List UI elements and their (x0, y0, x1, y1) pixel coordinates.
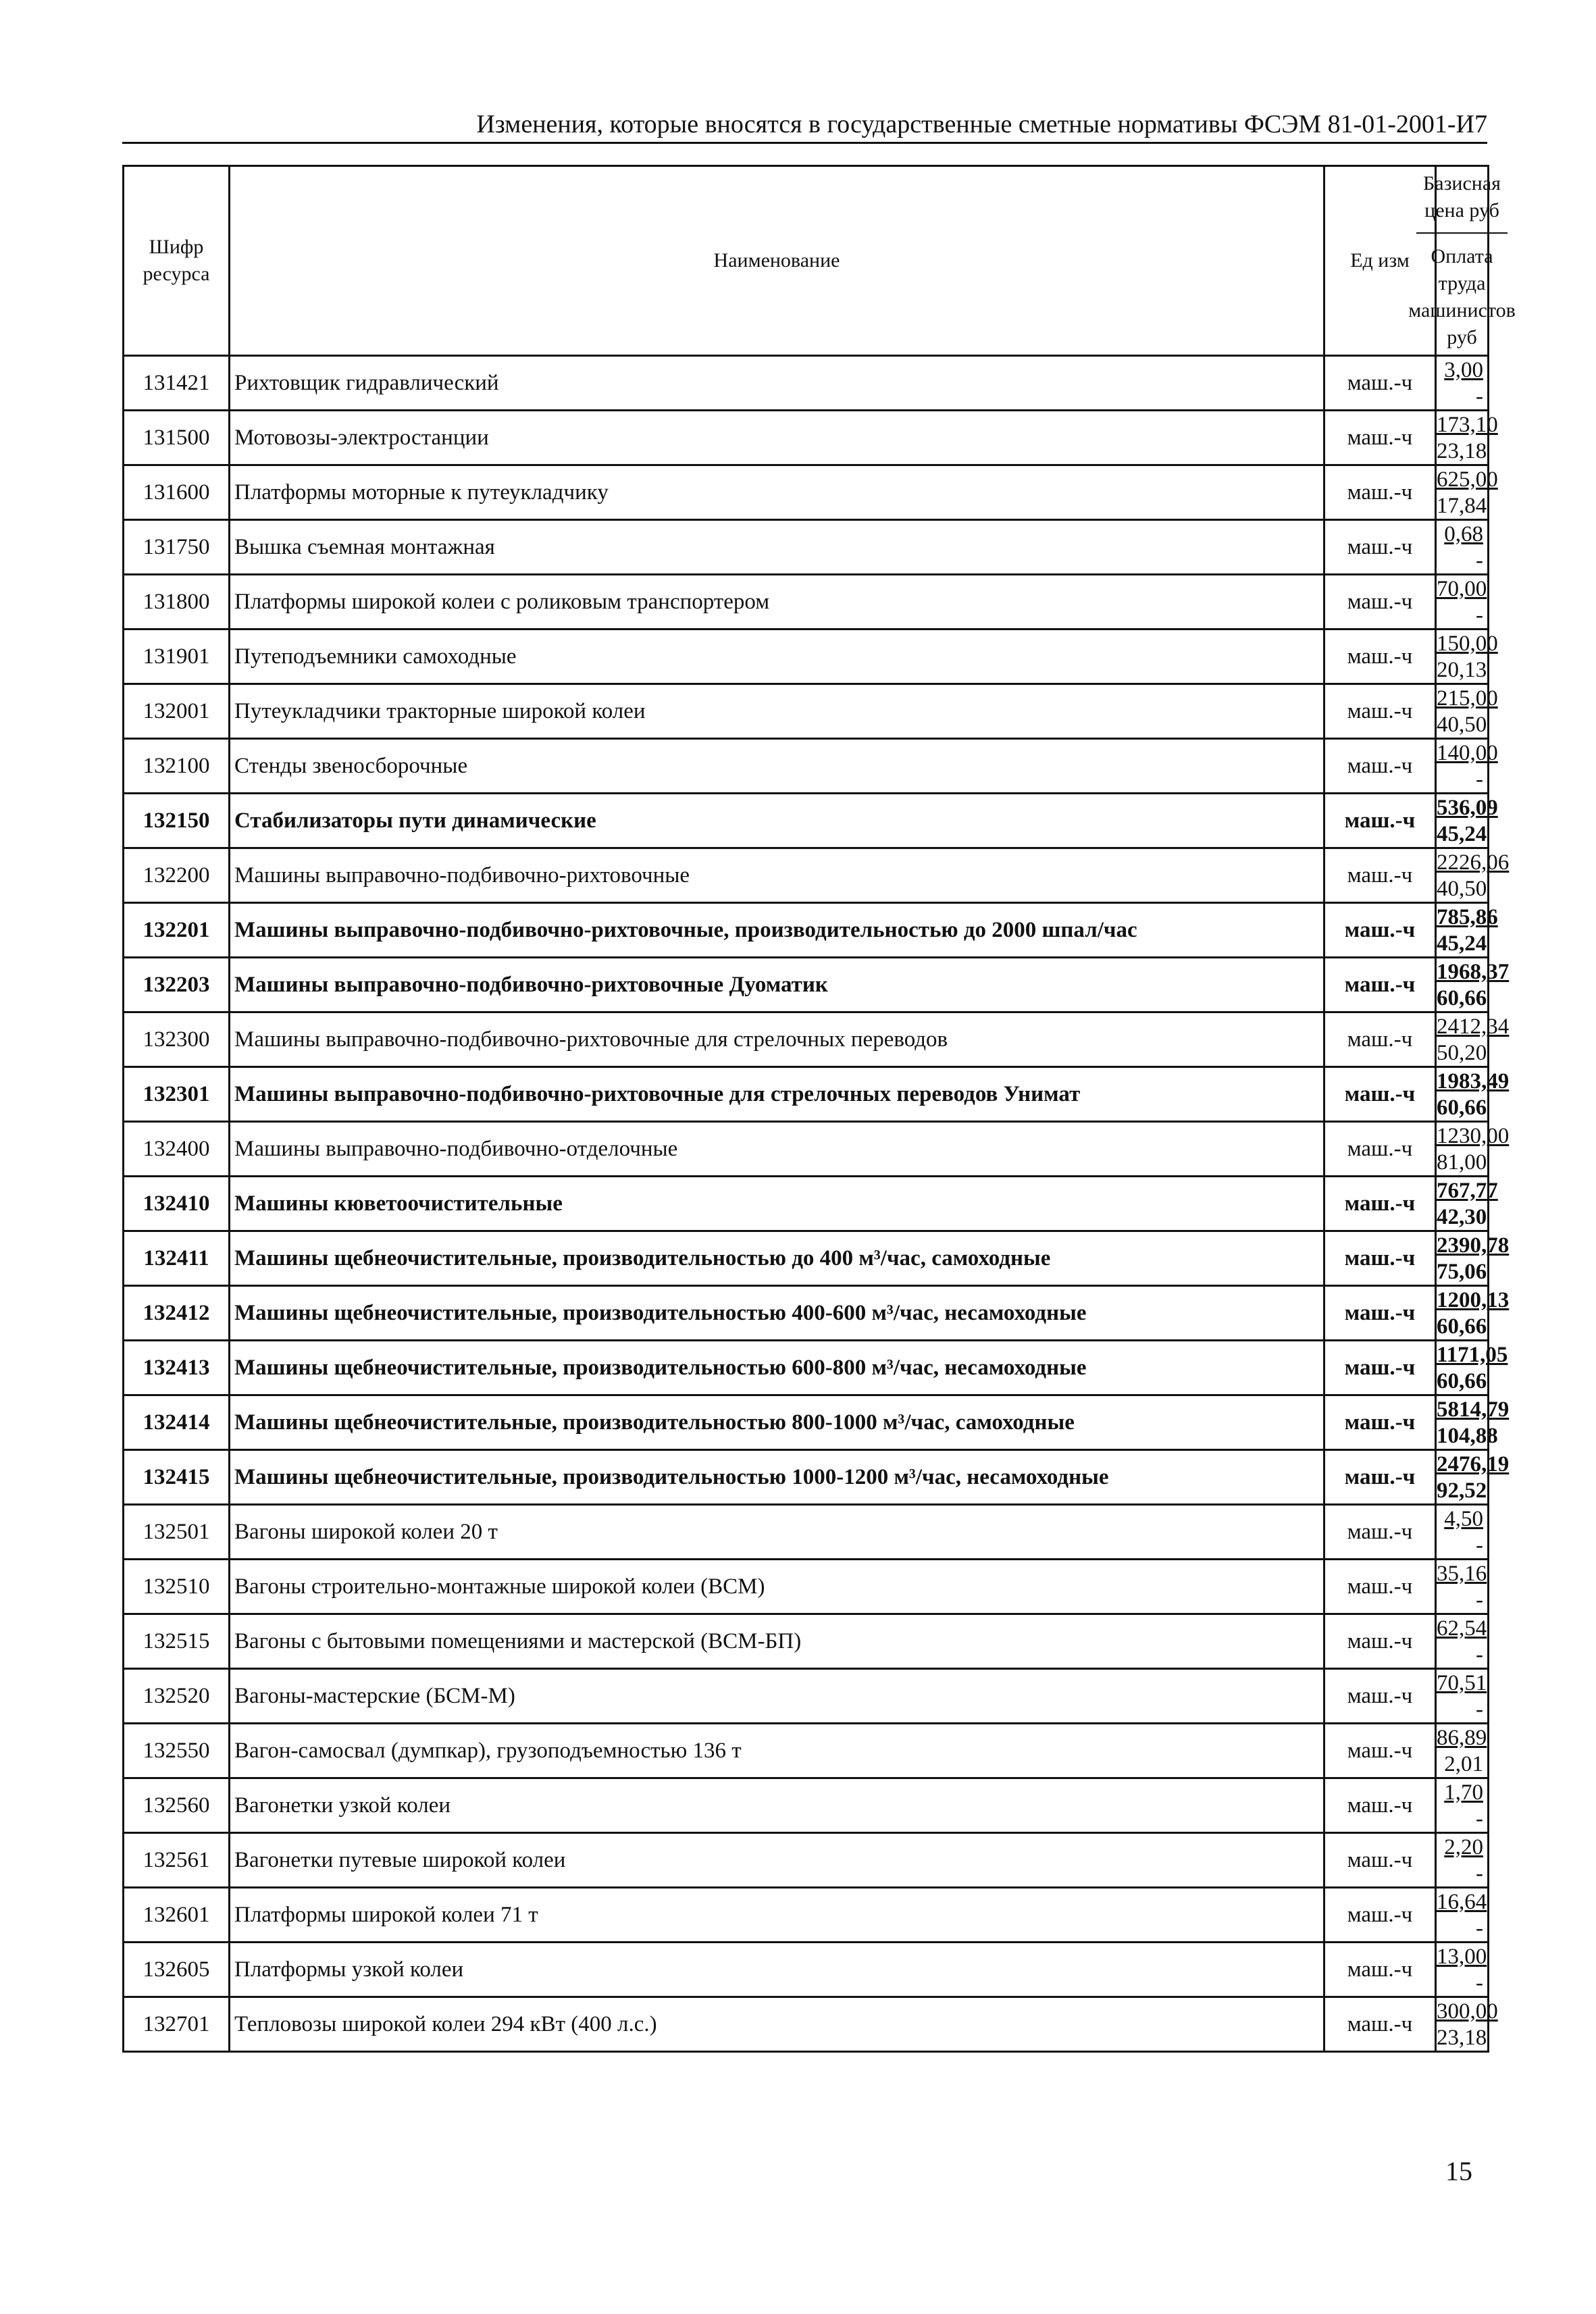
operator-wage: - (1476, 548, 1483, 573)
base-price: 1200,13 (1437, 1288, 1510, 1312)
unit-of-measure: маш.-ч (1324, 1997, 1436, 2052)
base-price: 785,86 (1437, 905, 1498, 929)
base-price: 536,09 (1437, 796, 1498, 820)
table-row (124, 520, 1489, 575)
base-price: 1983,49 (1437, 1069, 1510, 1094)
base-price: 86,89 (1437, 1726, 1487, 1750)
price-cell (1436, 1724, 1489, 1778)
resource-name: Машины щебнеочистительные, производительностью 400-600 м³/час, несамоходные (230, 1286, 1324, 1341)
base-price: 2,20 (1444, 1835, 1483, 1859)
base-price: 13,00 (1437, 1945, 1487, 1969)
price-cell (1436, 1888, 1489, 1943)
unit-of-measure: маш.-ч (1324, 1778, 1436, 1833)
resource-name: Машины щебнеочистительные, производительностью 1000-1200 м³/час, несамоходные (230, 1450, 1324, 1505)
table-row (124, 684, 1489, 739)
resource-code: 132605 (124, 1943, 230, 1997)
table-row (124, 794, 1489, 848)
table-row (124, 903, 1489, 958)
operator-wage: 50,20 (1437, 1041, 1487, 1065)
resource-name: Платформы узкой колеи (230, 1943, 1324, 1997)
resource-code: 132410 (124, 1177, 230, 1231)
base-price: 2390,78 (1437, 1233, 1510, 1258)
unit-of-measure: маш.-ч (1324, 465, 1436, 520)
table-row (124, 1997, 1489, 2052)
table-row (124, 356, 1489, 411)
price-cell (1436, 1560, 1489, 1614)
operator-wage: 23,18 (1437, 439, 1487, 463)
operator-wage: 42,30 (1437, 1205, 1487, 1229)
operator-wage: - (1476, 1916, 1483, 1940)
price-cell (1436, 739, 1498, 794)
price-cell (1436, 1997, 1498, 2052)
unit-of-measure: маш.-ч (1324, 848, 1436, 903)
price-cell (1436, 465, 1498, 520)
resource-name: Машины выправочно-подбивочно-рихтовочные, производительностью до 2000 шпал/час (230, 903, 1324, 958)
unit-of-measure: маш.-ч (1324, 794, 1436, 848)
unit-of-measure: маш.-ч (1324, 1833, 1436, 1888)
resource-code: 132001 (124, 684, 230, 739)
resource-name: Машины выправочно-подбивочно-отделочные (230, 1122, 1324, 1177)
base-price: 1968,37 (1437, 960, 1510, 984)
base-price: 2226,06 (1437, 850, 1510, 875)
table-row (124, 1231, 1489, 1286)
operator-wage: - (1476, 1697, 1483, 1722)
resource-code: 132200 (124, 848, 230, 903)
operator-wage: 45,24 (1437, 931, 1487, 956)
resource-code: 132520 (124, 1669, 230, 1724)
price-cell (1436, 1943, 1489, 1997)
price-cell (1436, 356, 1489, 411)
table-row (124, 411, 1489, 465)
resource-code: 132550 (124, 1724, 230, 1778)
price-cell (1436, 1614, 1489, 1669)
resource-code: 132411 (124, 1231, 230, 1286)
column-header-code: Шифр ресурса (124, 166, 230, 356)
column-header-operator-wage: Оплата труда машинистов руб (1408, 245, 1516, 349)
table-header (124, 166, 1516, 356)
resource-code: 131500 (124, 411, 230, 465)
resource-name: Вагоны строительно-монтажные широкой колеи (ВСМ) (230, 1560, 1324, 1614)
table-row (124, 465, 1489, 520)
base-price: 62,54 (1437, 1616, 1487, 1641)
unit-of-measure: маш.-ч (1324, 1122, 1436, 1177)
table-row (124, 629, 1489, 684)
table-row (124, 1122, 1489, 1177)
resource-name: Вагон-самосвал (думпкар), грузоподъемностью 136 т (230, 1724, 1324, 1778)
base-price: 3,00 (1444, 358, 1483, 382)
unit-of-measure: маш.-ч (1324, 1669, 1436, 1724)
page-number: 15 (1445, 2156, 1472, 2186)
operator-wage: 2,01 (1444, 1752, 1483, 1776)
table-row (124, 1395, 1489, 1450)
table-body (124, 356, 1510, 2052)
base-price: 1230,00 (1437, 1124, 1510, 1148)
base-price: 140,00 (1437, 741, 1498, 765)
column-header-name: Наименование (230, 166, 1324, 356)
price-cell (1436, 520, 1489, 575)
operator-wage: 40,50 (1437, 877, 1487, 901)
operator-wage: - (1476, 1643, 1483, 1667)
operator-wage: 20,13 (1437, 658, 1487, 682)
resource-code: 131750 (124, 520, 230, 575)
table-row (124, 1943, 1489, 1997)
base-price: 70,00 (1437, 577, 1487, 601)
price-cell (1436, 1395, 1510, 1450)
unit-of-measure: маш.-ч (1324, 1012, 1436, 1067)
table-row (124, 1614, 1489, 1669)
unit-of-measure: маш.-ч (1324, 958, 1436, 1012)
resource-name: Машины щебнеочистительные, производительностью до 400 м³/час, самоходные (230, 1231, 1324, 1286)
price-cell (1436, 848, 1510, 903)
resource-name: Машины выправочно-подбивочно-рихтовочные Дуоматик (230, 958, 1324, 1012)
table-row (124, 575, 1489, 629)
unit-of-measure: маш.-ч (1324, 1450, 1436, 1505)
price-cell (1436, 794, 1498, 848)
operator-wage: - (1476, 1588, 1483, 1612)
operator-wage: 75,06 (1437, 1260, 1487, 1284)
operator-wage: 81,00 (1437, 1150, 1487, 1175)
resource-code: 132150 (124, 794, 230, 848)
unit-of-measure: маш.-ч (1324, 1067, 1436, 1122)
resource-code: 132601 (124, 1888, 230, 1943)
resource-code: 132100 (124, 739, 230, 794)
table-row (124, 848, 1489, 903)
unit-of-measure: маш.-ч (1324, 1395, 1436, 1450)
column-header-price (1408, 166, 1516, 356)
price-cell (1436, 1122, 1510, 1177)
resource-code: 132501 (124, 1505, 230, 1560)
resource-code: 132413 (124, 1341, 230, 1395)
base-price: 5814,79 (1437, 1397, 1510, 1422)
unit-of-measure: маш.-ч (1324, 1177, 1436, 1231)
table-row (124, 1669, 1489, 1724)
resource-code: 132510 (124, 1560, 230, 1614)
operator-wage: - (1476, 767, 1483, 792)
resource-code: 132561 (124, 1833, 230, 1888)
table-row (124, 1286, 1489, 1341)
base-price: 215,00 (1437, 686, 1498, 711)
table-row (124, 1724, 1489, 1778)
base-price: 2476,19 (1437, 1452, 1510, 1476)
resource-code: 132701 (124, 1997, 230, 2052)
unit-of-measure: маш.-ч (1324, 629, 1436, 684)
header-title: Изменения, которые вносятся в государственные сметные нормативы ФСЭМ 81-01-2001-И7 (476, 110, 1487, 138)
table-row (124, 1833, 1489, 1888)
price-cell (1436, 1833, 1489, 1888)
table-row (124, 1778, 1489, 1833)
base-price: 173,10 (1437, 413, 1498, 437)
unit-of-measure: маш.-ч (1324, 520, 1436, 575)
resource-name: Стабилизаторы пути динамические (230, 794, 1324, 848)
unit-of-measure: маш.-ч (1324, 1943, 1436, 1997)
resource-name: Рихтовщик гидравлический (230, 356, 1324, 411)
operator-wage: 104,88 (1437, 1424, 1498, 1448)
column-header-base-price: Базисная цена руб (1423, 172, 1501, 222)
base-price: 0,68 (1444, 522, 1483, 546)
operator-wage: 40,50 (1437, 713, 1487, 737)
base-price: 150,00 (1437, 632, 1498, 656)
unit-of-measure: маш.-ч (1324, 1505, 1436, 1560)
base-price: 16,64 (1437, 1890, 1487, 1914)
unit-of-measure: маш.-ч (1324, 411, 1436, 465)
resource-code: 132203 (124, 958, 230, 1012)
resource-name: Вагонетки узкой колеи (230, 1778, 1324, 1833)
resource-name: Стенды звеносборочные (230, 739, 1324, 794)
resource-name: Машины кюветоочистительные (230, 1177, 1324, 1231)
operator-wage: - (1476, 1807, 1483, 1831)
price-cell (1436, 1341, 1508, 1395)
table-row (124, 1560, 1489, 1614)
price-cell (1436, 903, 1498, 958)
resource-name: Машины выправочно-подбивочно-рихтовочные для стрелочных переводов Унимат (230, 1067, 1324, 1122)
resource-name: Машины выправочно-подбивочно-рихтовочные для стрелочных переводов (230, 1012, 1324, 1067)
base-price: 625,00 (1437, 467, 1498, 492)
unit-of-measure: маш.-ч (1324, 739, 1436, 794)
unit-of-measure: маш.-ч (1324, 1560, 1436, 1614)
unit-of-measure: маш.-ч (1324, 1286, 1436, 1341)
operator-wage: 17,84 (1437, 494, 1487, 518)
resource-name: Машины выправочно-подбивочно-рихтовочные (230, 848, 1324, 903)
unit-of-measure: маш.-ч (1324, 575, 1436, 629)
base-price: 35,16 (1437, 1562, 1487, 1586)
resource-name: Путеподъемники самоходные (230, 629, 1324, 684)
page-header (122, 107, 1487, 144)
price-cell (1436, 1505, 1489, 1560)
resource-code: 132560 (124, 1778, 230, 1833)
resource-name: Вагоны-мастерские (БСМ-М) (230, 1669, 1324, 1724)
operator-wage: 60,66 (1437, 1096, 1487, 1120)
unit-of-measure: маш.-ч (1324, 1888, 1436, 1943)
price-cell (1436, 1286, 1510, 1341)
resource-code: 132515 (124, 1614, 230, 1669)
operator-wage: - (1476, 1533, 1483, 1558)
column-header-unit: Ед изм (1324, 166, 1436, 356)
operator-wage: 45,24 (1437, 822, 1487, 846)
resource-code: 132301 (124, 1067, 230, 1122)
unit-of-measure: маш.-ч (1324, 1231, 1436, 1286)
resource-name: Путеукладчики тракторные широкой колеи (230, 684, 1324, 739)
operator-wage: 60,66 (1437, 1314, 1487, 1339)
price-cell (1436, 1778, 1489, 1833)
base-price: 1,70 (1444, 1780, 1483, 1805)
operator-wage: 23,18 (1437, 2026, 1487, 2050)
price-cell (1436, 1012, 1510, 1067)
operator-wage: 60,66 (1437, 1369, 1487, 1393)
resource-name: Платформы широкой колеи 71 т (230, 1888, 1324, 1943)
unit-of-measure: маш.-ч (1324, 1341, 1436, 1395)
table-row (124, 1888, 1489, 1943)
price-cell (1436, 575, 1489, 629)
resource-name: Платформы моторные к путеукладчику (230, 465, 1324, 520)
resource-name: Мотовозы-электростанции (230, 411, 1324, 465)
resource-code: 132412 (124, 1286, 230, 1341)
base-price: 300,00 (1437, 1999, 1498, 2024)
base-price: 70,51 (1437, 1671, 1487, 1695)
base-price: 4,50 (1444, 1507, 1483, 1531)
resource-name: Машины щебнеочистительные, производительностью 600-800 м³/час, несамоходные (230, 1341, 1324, 1395)
base-price: 2412,34 (1437, 1014, 1510, 1039)
operator-wage: - (1476, 384, 1483, 409)
resource-code: 132414 (124, 1395, 230, 1450)
table-row (124, 1505, 1489, 1560)
table-row (124, 1450, 1489, 1505)
table-row (124, 1012, 1489, 1067)
unit-of-measure: маш.-ч (1324, 684, 1436, 739)
unit-of-measure: маш.-ч (1324, 356, 1436, 411)
unit-of-measure: маш.-ч (1324, 1724, 1436, 1778)
operator-wage: - (1476, 603, 1483, 627)
resource-code: 131600 (124, 465, 230, 520)
resource-name: Тепловозы широкой колеи 294 кВт (400 л.с.) (230, 1997, 1324, 2052)
base-price: 1171,05 (1437, 1343, 1508, 1367)
resource-code: 131800 (124, 575, 230, 629)
resource-name: Платформы широкой колеи с роликовым транспортером (230, 575, 1324, 629)
resource-name: Вагоны широкой колеи 20 т (230, 1505, 1324, 1560)
header-divider (1416, 232, 1508, 234)
table-row (124, 1067, 1489, 1122)
price-cell (1436, 411, 1498, 465)
resource-code: 131421 (124, 356, 230, 411)
resource-code: 132415 (124, 1450, 230, 1505)
table-row (124, 958, 1489, 1012)
operator-wage: 60,66 (1437, 986, 1487, 1010)
resource-code: 131901 (124, 629, 230, 684)
price-cell (1436, 958, 1510, 1012)
price-cell (1436, 1669, 1489, 1724)
unit-of-measure: маш.-ч (1324, 903, 1436, 958)
price-cell (1436, 1231, 1510, 1286)
table-row (124, 739, 1489, 794)
resource-name: Вагонетки путевые широкой колеи (230, 1833, 1324, 1888)
resource-name: Вагоны с бытовыми помещениями и мастерской (ВСМ-БП) (230, 1614, 1324, 1669)
table-row (124, 1341, 1489, 1395)
table-row (124, 1177, 1489, 1231)
resource-name: Вышка съемная монтажная (230, 520, 1324, 575)
price-cell (1436, 629, 1498, 684)
resource-code: 132400 (124, 1122, 230, 1177)
resource-table (122, 165, 1516, 2053)
resource-code: 132201 (124, 903, 230, 958)
price-cell (1436, 684, 1498, 739)
base-price: 767,77 (1437, 1179, 1498, 1203)
unit-of-measure: маш.-ч (1324, 1614, 1436, 1669)
operator-wage: - (1476, 1861, 1483, 1886)
operator-wage: 92,52 (1437, 1479, 1487, 1503)
price-cell (1436, 1067, 1510, 1122)
resource-code: 132300 (124, 1012, 230, 1067)
resource-name: Машины щебнеочистительные, производительностью 800-1000 м³/час, самоходные (230, 1395, 1324, 1450)
operator-wage: - (1476, 1971, 1483, 1995)
price-cell (1436, 1177, 1498, 1231)
price-cell (1436, 1450, 1510, 1505)
